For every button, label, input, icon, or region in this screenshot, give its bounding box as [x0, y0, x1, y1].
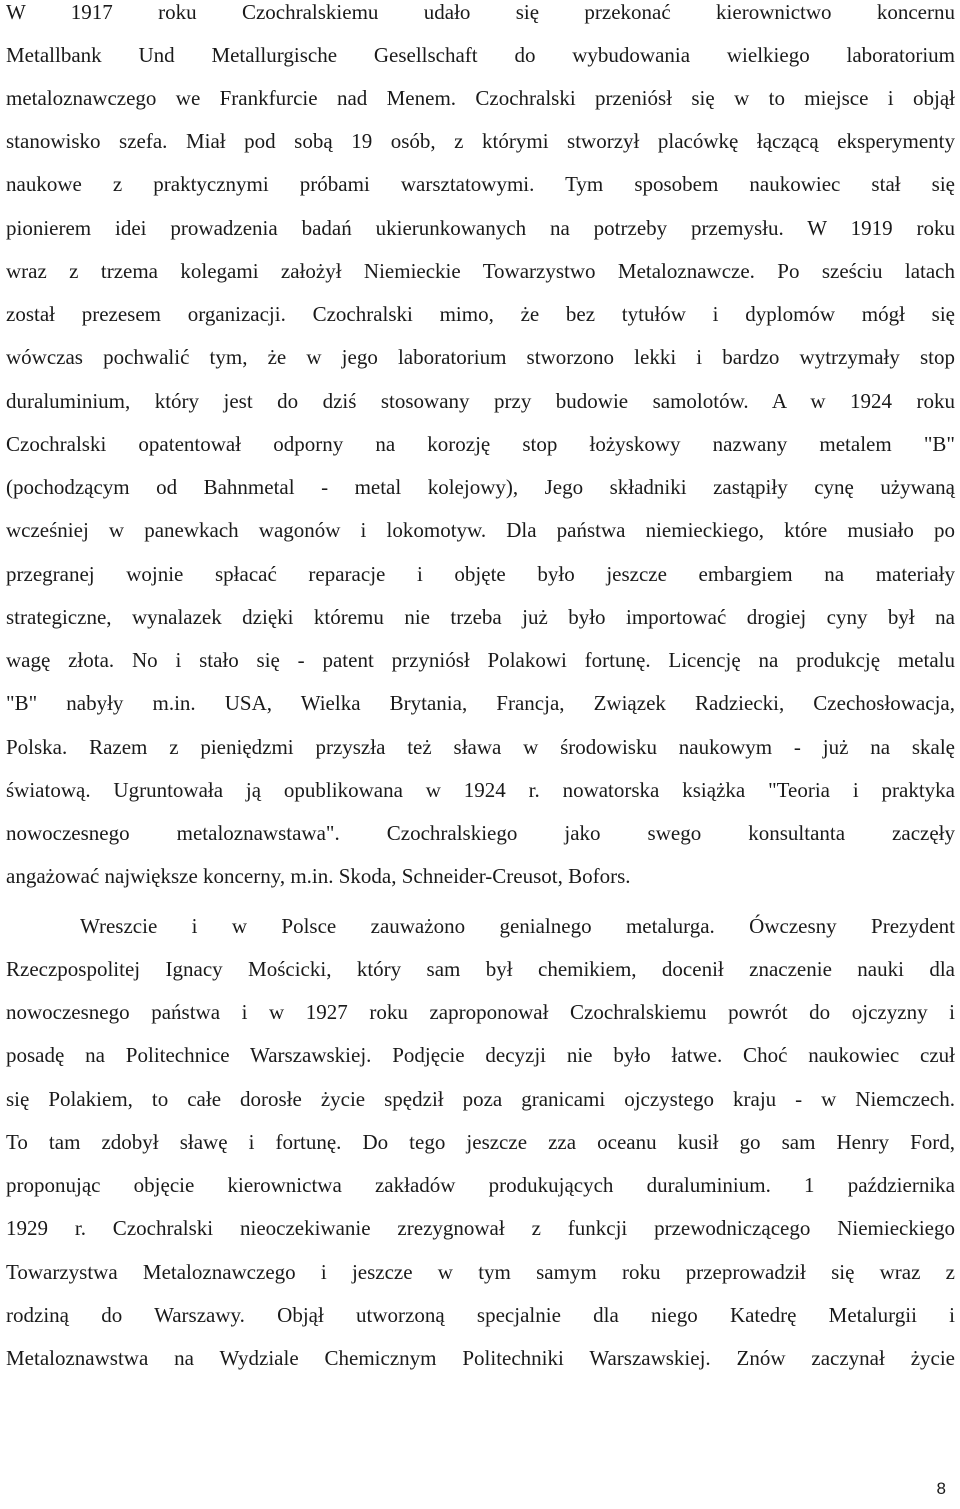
paragraph-1-line: "B" nabyły m.in. USA, Wielka Brytania, Francja, Związek Radziecki, Czechosłowacja,: [6, 691, 955, 715]
paragraph-2-line: Towarzystwa Metaloznawczego i jeszcze w tym samym roku przeprowadził się wraz z: [6, 1260, 955, 1284]
paragraph-2-line: rodziną do Warszawy. Objął utworzoną specjalnie dla niego Katedrę Metalurgii i: [6, 1303, 955, 1327]
paragraph-2-line: proponując objęcie kierownictwa zakładów produkujących duraluminium. 1 października: [6, 1173, 955, 1197]
paragraph-1-line: wagę złota. No i stało się - patent przyniósł Polakowi fortunę. Licencję na produkcję metalu: [6, 648, 955, 672]
paragraph-1-line: został prezesem organizacji. Czochralski mimo, że bez tytułów i dyplomów mógł się: [6, 302, 955, 326]
paragraph-1-line: naukowe z praktycznymi próbami warsztatowymi. Tym sposobem naukowiec stał się: [6, 172, 955, 196]
paragraph-2-line: Metaloznawstwa na Wydziale Chemicznym Politechniki Warszawskiej. Znów zaczynał życie: [6, 1346, 955, 1370]
paragraph-1-line: wówczas pochwalić tym, że w jego laboratorium stworzono lekki i bardzo wytrzymały stop: [6, 345, 955, 369]
paragraph-2-line: Wreszcie i w Polsce zauważono genialnego metalurga. Ówczesny Prezydent: [80, 914, 955, 938]
page-number: 8: [936, 1479, 946, 1498]
paragraph-1-line: światową. Ugruntowała ją opublikowana w 1924 r. nowatorska książka "Teoria i praktyka: [6, 778, 955, 802]
paragraph-1-line: metaloznawczego we Frankfurcie nad Menem. Czochralski przeniósł się w to miejsce i objął: [6, 86, 955, 110]
paragraph-1-line: (pochodzącym od Bahnmetal - metal kolejowy), Jego składniki zastąpiły cynę używaną: [6, 475, 955, 499]
paragraph-1-line: stanowisko szefa. Miał pod sobą 19 osób, z którymi stworzył placówkę łączącą eksperymenty: [6, 129, 955, 153]
paragraph-1-line: duraluminium, który jest do dziś stosowany przy budowie samolotów. A w 1924 roku: [6, 389, 955, 413]
paragraph-2-line: nowoczesnego państwa i w 1927 roku zaproponował Czochralskiemu powrót do ojczyzny i: [6, 1000, 955, 1024]
paragraph-1-line: nowoczesnego metaloznawstawa". Czochralskiego jako swego konsultanta zaczęły: [6, 821, 955, 845]
paragraph-1-line: W 1917 roku Czochralskiemu udało się przekonać kierownictwo koncernu: [6, 0, 955, 24]
paragraph-2-line: To tam zdobył sławę i fortunę. Do tego jeszcze zza oceanu kusił go sam Henry Ford,: [6, 1130, 955, 1154]
paragraph-2-line: się Polakiem, to całe dorosłe życie spędził poza granicami ojczystego kraju - w Niemczech.: [6, 1087, 955, 1111]
paragraph-1-line: angażować największe koncerny, m.in. Skoda, Schneider-Creusot, Bofors.: [6, 864, 631, 888]
paragraph-2-line: posadę na Politechnice Warszawskiej. Podjęcie decyzji nie było łatwe. Choć naukowiec czuł: [6, 1043, 955, 1067]
paragraph-1-line: wraz z trzema kolegami założył Niemieckie Towarzystwo Metaloznawcze. Po sześciu latach: [6, 259, 955, 283]
paragraph-2-line: 1929 r. Czochralski nieoczekiwanie zrezygnował z funkcji przewodniczącego Niemieckiego: [6, 1216, 955, 1240]
paragraph-1-line: wcześniej w panewkach wagonów i lokomotyw. Dla państwa niemieckiego, które musiało po: [6, 518, 955, 542]
paragraph-1-line: Metallbank Und Metallurgische Gesellschaft do wybudowania wielkiego laboratorium: [6, 43, 955, 67]
paragraph-1-line: Polska. Razem z pieniędzmi przyszła też sława w środowisku naukowym - już na skalę: [6, 735, 955, 759]
paragraph-1-line: Czochralski opatentował odporny na korozję stop łożyskowy nazwany metalem "B": [6, 432, 955, 456]
paragraph-1-line: strategiczne, wynalazek dzięki któremu nie trzeba już było importować drogiej cyny był na: [6, 605, 955, 629]
paragraph-1-line: pionierem idei prowadzenia badań ukierunkowanych na potrzeby przemysłu. W 1919 roku: [6, 216, 955, 240]
paragraph-2-line: Rzeczpospolitej Ignacy Mościcki, który sam był chemikiem, docenił znaczenie nauki dla: [6, 957, 955, 981]
paragraph-1-line: przegranej wojnie spłacać reparacje i objęte było jeszcze embargiem na materiały: [6, 562, 955, 586]
